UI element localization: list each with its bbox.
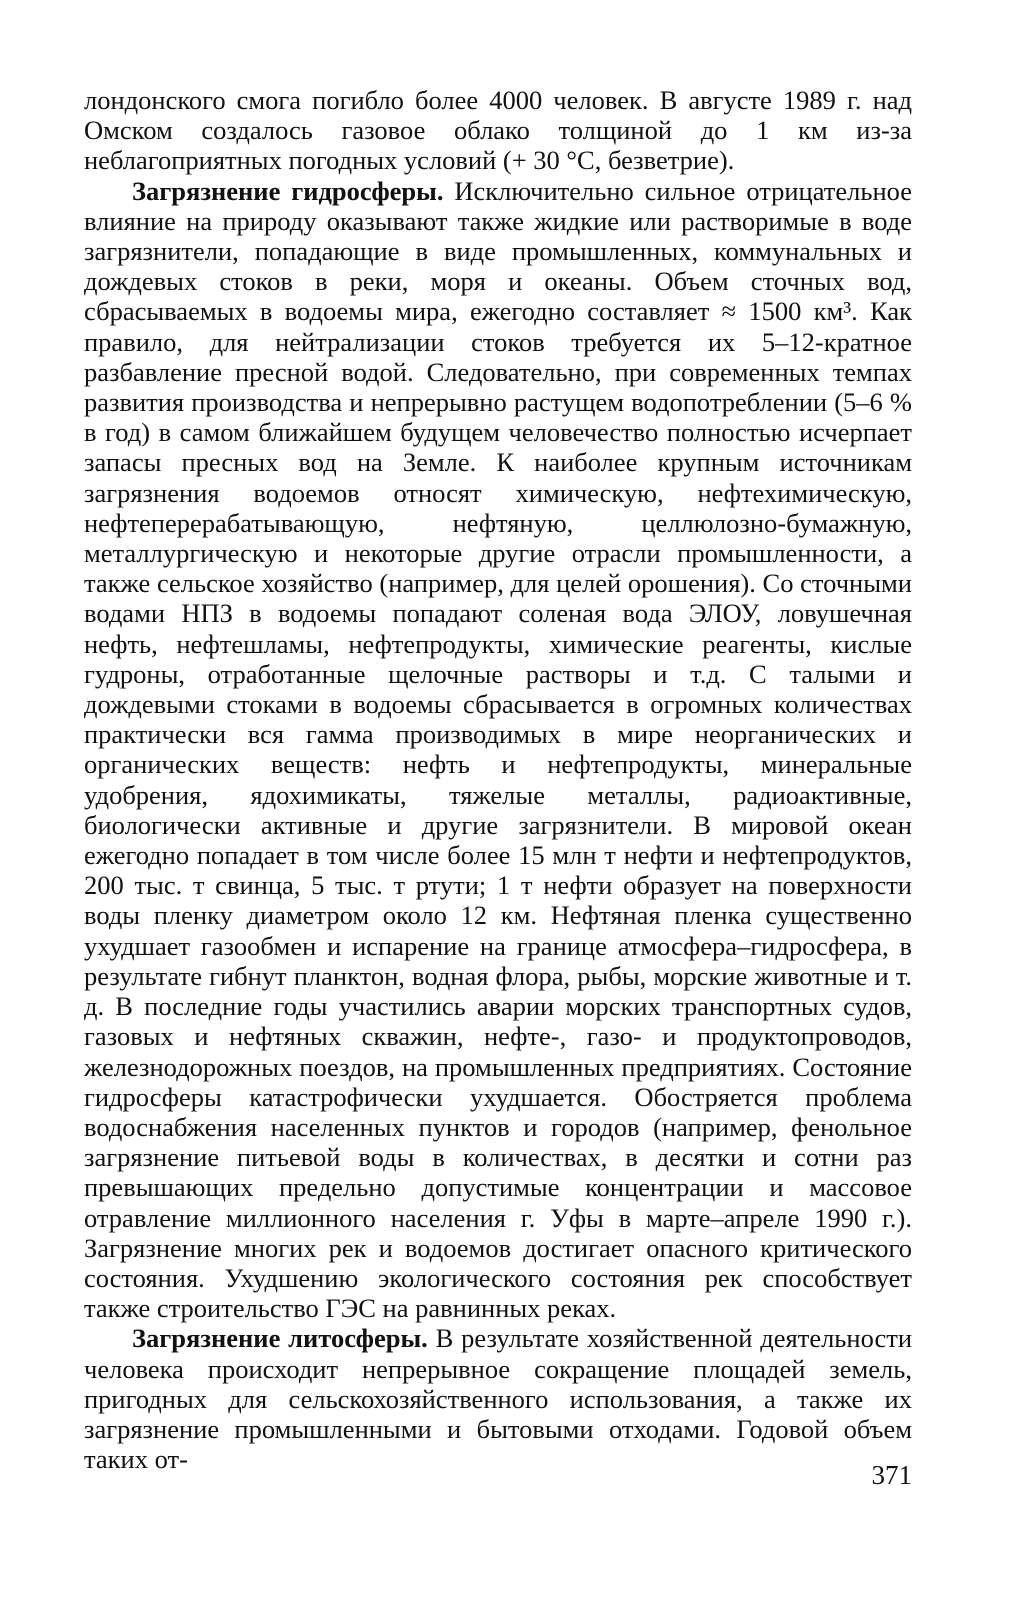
page-body [84, 85, 912, 1474]
paragraph-lithosphere [84, 1323, 912, 1474]
paragraph-hydrosphere [84, 176, 912, 1324]
section-heading-hydrosphere: Загрязнение гидросферы. [132, 175, 444, 206]
paragraph-text: В результате хозяйственной деятельности человека происходит непрерывное сокращение площадей земель, пригодных для сельскохозяйственного использования, а также их загрязнение промышленными и бытовыми отходами. Годовой объем таких от- [84, 1323, 913, 1475]
paragraph-text: Исключительно сильное отрицательное влияние на природу оказывают также жидкие или растворимые в воде загрязнители, попадающие в виде промышленных, коммунальных и дождевых стоков в реки, моря и океаны. Объем сточных вод, сбрасываемых в водоемы мира, ежегодно составляет ≈ 1500 км³. Как правило, для нейтрализации стоков требуется их 5–12-кратное разбавление пресной водой. Следовательно, при современных темпах развития производства и непрерывно растущем водопотреблении (5–6 % в год) в самом ближайшем будущем человечество полностью исчерпает запасы пресных вод на Земле. К наиболее крупным источникам загрязнения водоемов относят химическую, нефтехимическую, нефтеперерабатывающую, нефтяную, целлюлозно-бумажную, металлургическую и некоторые другие отрасли промышленности, а также сельское хозяйство (например, для целей орошения). Со сточными водами НПЗ в водоемы попадают соленая вода ЭЛОУ, ловушечная нефть, нефтешламы, нефтепродукты, химические реагенты, кислые гудроны, отработанные щелочные растворы и т.д. С талыми и дождевыми стоками в водоемы сбрасывается в огромных количествах практически вся гамма производимых в мире неорганических и органических веществ: нефть и нефтепродукты, минеральные удобрения, ядохимикаты, тяжелые металлы, радиоактивные, биологически активные и другие загрязнители. В мировой океан ежегодно попадает в том числе более 15 млн т нефти и нефтепродуктов, 200 тыс. т свинца, 5 тыс. т ртути; 1 т нефти образует на поверхности воды пленку диаметром около 12 км. Нефтяная пленка существенно ухудшает газообмен и испарение на границе атмосфера–гидросфера, в результате гибнут планктон, водная флора, рыбы, морские животные и т. д. В последние годы участились аварии морских транспортных судов, газовых и нефтяных скважин, нефте-, газо- и продуктопроводов, железнодорожных поездов, на промышленных предприятиях. Состояние гидросферы катастрофически ухудшается. Обостряется проблема водоснабжения населенных пунктов и городов (например, фенольное загрязнение питьевой воды в количествах, в десятки и сотни раз превышающих предельно допустимые концентрации и массовое отравление миллионного населения г. Уфы в марте–апреле 1990 г.). Загрязнение многих рек и водоемов достигает опасного критического состояния. Ухудшению экологического состояния рек способствует также строительство ГЭС на равнинных реках. [84, 175, 912, 1324]
paragraph-text: лондонского смога погибло более 4000 человек. В августе 1989 г. над Омском создалось газовое облако толщиной до 1 км из-за неблагоприятных погодных условий (+ 30 °С, безветрие). [84, 85, 912, 176]
paragraph-continuation [84, 85, 912, 176]
page-number: 371 [871, 1460, 912, 1490]
section-heading-lithosphere: Загрязнение литосферы. [132, 1323, 428, 1354]
